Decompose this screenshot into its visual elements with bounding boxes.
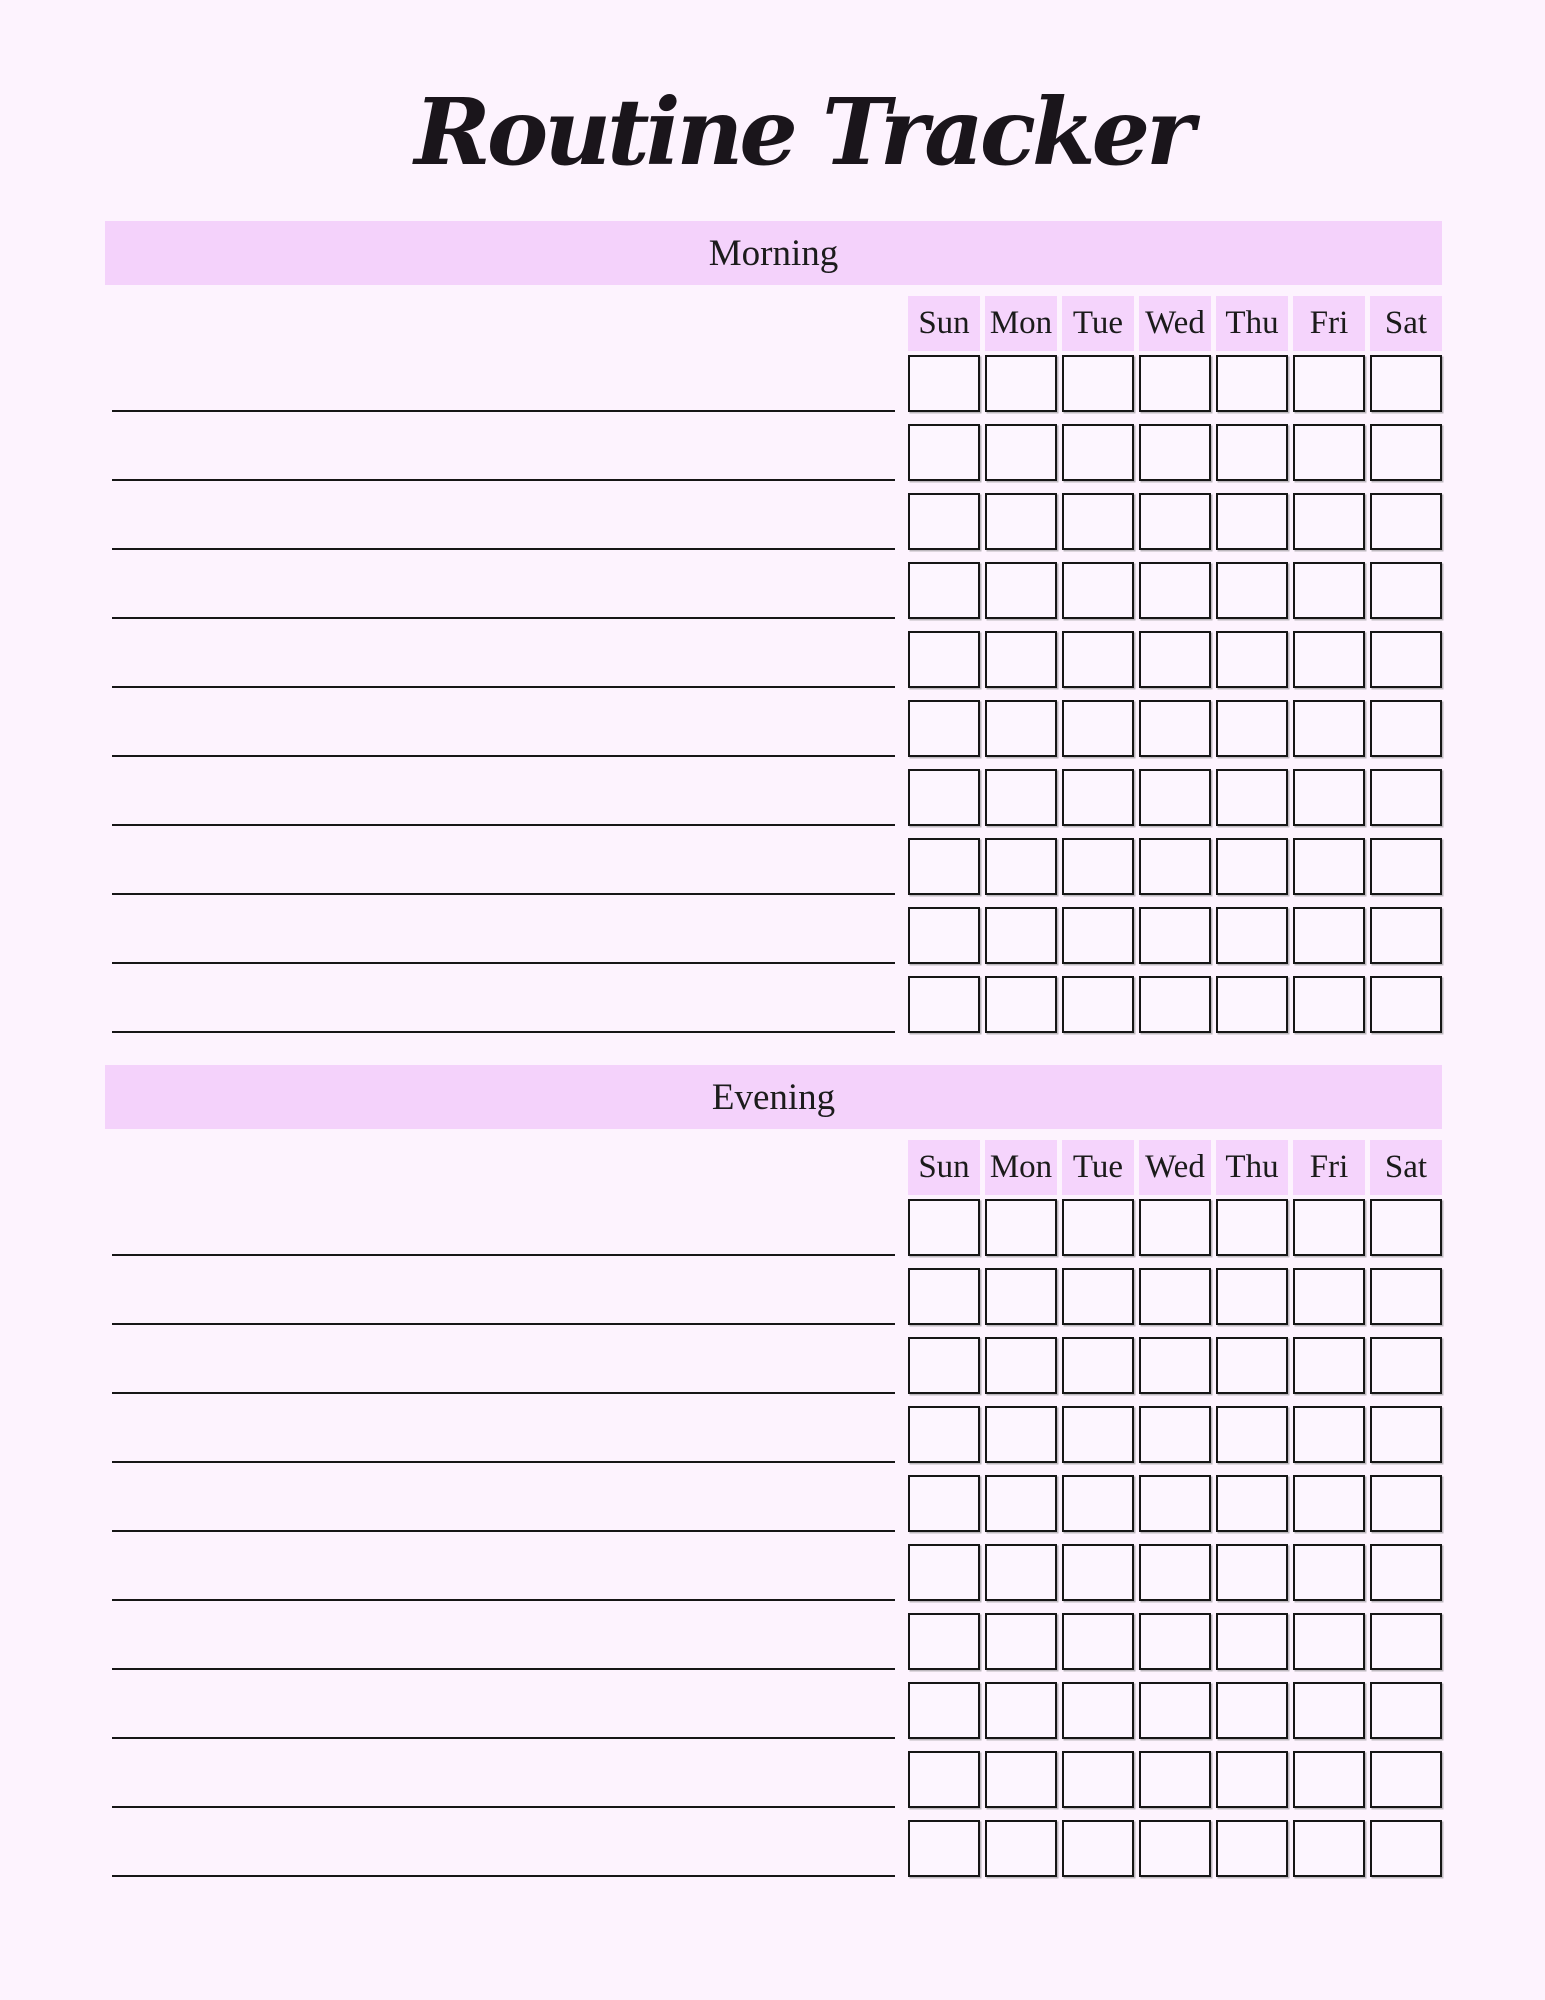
habit-name-line-morning-9[interactable] (112, 962, 895, 964)
day-header-sun: Sun (908, 296, 980, 351)
habit-checkbox-evening-r8-wed[interactable] (1139, 1682, 1211, 1739)
habit-checkbox-evening-r9-mon[interactable] (985, 1751, 1057, 1808)
habit-checkbox-morning-r6-sun[interactable] (908, 700, 980, 757)
habit-checkbox-morning-r7-sun[interactable] (908, 769, 980, 826)
day-header-mon: Mon (985, 1140, 1057, 1195)
habit-checkbox-morning-r5-thu[interactable] (1216, 631, 1288, 688)
habit-name-line-evening-6[interactable] (112, 1599, 895, 1601)
evening-section (0, 1065, 1545, 1897)
habit-checkbox-morning-r2-sat[interactable] (1370, 424, 1442, 481)
habit-checkbox-morning-r4-sun[interactable] (908, 562, 980, 619)
habit-name-line-evening-5[interactable] (112, 1530, 895, 1532)
habit-checkbox-morning-r8-fri[interactable] (1293, 838, 1365, 895)
habit-checkbox-morning-r10-fri[interactable] (1293, 976, 1365, 1033)
habit-checkbox-evening-r3-mon[interactable] (985, 1337, 1057, 1394)
habit-checkbox-morning-r8-mon[interactable] (985, 838, 1057, 895)
habit-checkbox-morning-r6-sat[interactable] (1370, 700, 1442, 757)
habit-checkbox-morning-r4-mon[interactable] (985, 562, 1057, 619)
habit-checkbox-morning-r10-thu[interactable] (1216, 976, 1288, 1033)
habit-checkbox-morning-r6-fri[interactable] (1293, 700, 1365, 757)
habit-checkbox-evening-r3-thu[interactable] (1216, 1337, 1288, 1394)
habit-checkbox-evening-r7-mon[interactable] (985, 1613, 1057, 1670)
habit-checkbox-evening-r3-sat[interactable] (1370, 1337, 1442, 1394)
habit-checkbox-evening-r10-sat[interactable] (1370, 1820, 1442, 1877)
habit-checkbox-morning-r6-mon[interactable] (985, 700, 1057, 757)
habit-checkbox-evening-r5-tue[interactable] (1062, 1475, 1134, 1532)
habit-checkbox-evening-r9-tue[interactable] (1062, 1751, 1134, 1808)
habit-name-line-evening-3[interactable] (112, 1392, 895, 1394)
habit-checkbox-evening-r6-tue[interactable] (1062, 1544, 1134, 1601)
habit-checkbox-evening-r8-thu[interactable] (1216, 1682, 1288, 1739)
habit-checkbox-morning-r3-tue[interactable] (1062, 493, 1134, 550)
day-header-thu: Thu (1216, 296, 1288, 351)
habit-checkbox-evening-r9-wed[interactable] (1139, 1751, 1211, 1808)
habit-checkbox-evening-r10-fri[interactable] (1293, 1820, 1365, 1877)
day-header-wed: Wed (1139, 1140, 1211, 1195)
habit-checkbox-morning-r3-thu[interactable] (1216, 493, 1288, 550)
habit-name-line-evening-8[interactable] (112, 1737, 895, 1739)
habit-checkbox-evening-r5-fri[interactable] (1293, 1475, 1365, 1532)
habit-checkbox-morning-r2-wed[interactable] (1139, 424, 1211, 481)
habit-checkbox-evening-r9-thu[interactable] (1216, 1751, 1288, 1808)
habit-checkbox-evening-r8-mon[interactable] (985, 1682, 1057, 1739)
habit-checkbox-evening-r6-mon[interactable] (985, 1544, 1057, 1601)
habit-checkbox-morning-r9-sat[interactable] (1370, 907, 1442, 964)
day-header-sat: Sat (1370, 296, 1442, 351)
page-title: Routine Tracker (414, 78, 1191, 186)
habit-checkbox-evening-r6-fri[interactable] (1293, 1544, 1365, 1601)
habit-checkbox-evening-r10-thu[interactable] (1216, 1820, 1288, 1877)
habit-checkbox-morning-r2-thu[interactable] (1216, 424, 1288, 481)
habit-checkbox-morning-r2-sun[interactable] (908, 424, 980, 481)
habit-checkbox-evening-r5-wed[interactable] (1139, 1475, 1211, 1532)
habit-checkbox-morning-r10-sun[interactable] (908, 976, 980, 1033)
evening-banner (105, 1065, 1442, 1129)
habit-name-line-evening-2[interactable] (112, 1323, 895, 1325)
habit-checkbox-evening-r6-sat[interactable] (1370, 1544, 1442, 1601)
habit-checkbox-evening-r5-thu[interactable] (1216, 1475, 1288, 1532)
habit-checkbox-morning-r6-thu[interactable] (1216, 700, 1288, 757)
habit-checkbox-morning-r3-sat[interactable] (1370, 493, 1442, 550)
habit-checkbox-morning-r9-sun[interactable] (908, 907, 980, 964)
habit-name-line-morning-5[interactable] (112, 686, 895, 688)
habit-checkbox-evening-r8-tue[interactable] (1062, 1682, 1134, 1739)
habit-name-line-evening-10[interactable] (112, 1875, 895, 1877)
habit-checkbox-morning-r7-sat[interactable] (1370, 769, 1442, 826)
habit-checkbox-evening-r9-sat[interactable] (1370, 1751, 1442, 1808)
habit-checkbox-morning-r3-sun[interactable] (908, 493, 980, 550)
habit-checkbox-morning-r5-tue[interactable] (1062, 631, 1134, 688)
habit-checkbox-evening-r3-wed[interactable] (1139, 1337, 1211, 1394)
habit-checkbox-evening-r10-mon[interactable] (985, 1820, 1057, 1877)
morning-banner-label: Morning (708, 232, 839, 274)
habit-checkbox-morning-r10-wed[interactable] (1139, 976, 1211, 1033)
habit-checkbox-morning-r7-wed[interactable] (1139, 769, 1211, 826)
habit-checkbox-evening-r2-fri[interactable] (1293, 1268, 1365, 1325)
habit-checkbox-morning-r3-wed[interactable] (1139, 493, 1211, 550)
habit-name-line-morning-3[interactable] (112, 548, 895, 550)
habit-checkbox-evening-r7-sat[interactable] (1370, 1613, 1442, 1670)
habit-checkbox-morning-r5-fri[interactable] (1293, 631, 1365, 688)
habit-checkbox-evening-r6-sun[interactable] (908, 1544, 980, 1601)
habit-checkbox-evening-r4-sat[interactable] (1370, 1406, 1442, 1463)
day-header-fri: Fri (1293, 1140, 1365, 1195)
habit-name-line-morning-10[interactable] (112, 1031, 895, 1033)
habit-checkbox-morning-r9-wed[interactable] (1139, 907, 1211, 964)
habit-checkbox-evening-r4-wed[interactable] (1139, 1406, 1211, 1463)
habit-checkbox-evening-r2-tue[interactable] (1062, 1268, 1134, 1325)
habit-checkbox-morning-r3-fri[interactable] (1293, 493, 1365, 550)
habit-checkbox-morning-r3-mon[interactable] (985, 493, 1057, 550)
habit-checkbox-morning-r9-fri[interactable] (1293, 907, 1365, 964)
habit-checkbox-morning-r4-tue[interactable] (1062, 562, 1134, 619)
habit-checkbox-morning-r1-fri[interactable] (1293, 355, 1365, 412)
habit-name-line-morning-4[interactable] (112, 617, 895, 619)
habit-checkbox-morning-r4-fri[interactable] (1293, 562, 1365, 619)
habit-name-line-morning-2[interactable] (112, 479, 895, 481)
day-header-mon: Mon (985, 296, 1057, 351)
habit-checkbox-morning-r9-thu[interactable] (1216, 907, 1288, 964)
habit-checkbox-evening-r7-wed[interactable] (1139, 1613, 1211, 1670)
habit-checkbox-morning-r6-tue[interactable] (1062, 700, 1134, 757)
habit-checkbox-morning-r4-sat[interactable] (1370, 562, 1442, 619)
day-header-fri: Fri (1293, 296, 1365, 351)
habit-checkbox-evening-r4-mon[interactable] (985, 1406, 1057, 1463)
habit-checkbox-morning-r10-tue[interactable] (1062, 976, 1134, 1033)
habit-checkbox-evening-r7-fri[interactable] (1293, 1613, 1365, 1670)
habit-checkbox-morning-r7-thu[interactable] (1216, 769, 1288, 826)
habit-checkbox-evening-r1-sun[interactable] (908, 1199, 980, 1256)
habit-checkbox-evening-r2-wed[interactable] (1139, 1268, 1211, 1325)
morning-banner (105, 221, 1442, 285)
morning-section (0, 221, 1545, 1053)
habit-checkbox-evening-r1-mon[interactable] (985, 1199, 1057, 1256)
habit-checkbox-morning-r1-tue[interactable] (1062, 355, 1134, 412)
habit-checkbox-evening-r10-tue[interactable] (1062, 1820, 1134, 1877)
day-header-sat: Sat (1370, 1140, 1442, 1195)
habit-checkbox-morning-r4-thu[interactable] (1216, 562, 1288, 619)
habit-checkbox-evening-r3-tue[interactable] (1062, 1337, 1134, 1394)
habit-name-line-evening-1[interactable] (112, 1254, 895, 1256)
habit-checkbox-evening-r8-sat[interactable] (1370, 1682, 1442, 1739)
habit-checkbox-morning-r7-mon[interactable] (985, 769, 1057, 826)
habit-checkbox-evening-r7-tue[interactable] (1062, 1613, 1134, 1670)
habit-checkbox-morning-r4-wed[interactable] (1139, 562, 1211, 619)
habit-checkbox-morning-r1-sat[interactable] (1370, 355, 1442, 412)
habit-checkbox-evening-r2-mon[interactable] (985, 1268, 1057, 1325)
habit-checkbox-morning-r8-sun[interactable] (908, 838, 980, 895)
habit-checkbox-morning-r8-wed[interactable] (1139, 838, 1211, 895)
habit-name-line-evening-9[interactable] (112, 1806, 895, 1808)
habit-checkbox-evening-r10-wed[interactable] (1139, 1820, 1211, 1877)
habit-checkbox-evening-r7-thu[interactable] (1216, 1613, 1288, 1670)
habit-checkbox-evening-r4-sun[interactable] (908, 1406, 980, 1463)
habit-name-line-morning-6[interactable] (112, 755, 895, 757)
habit-checkbox-morning-r6-wed[interactable] (1139, 700, 1211, 757)
habit-checkbox-morning-r7-tue[interactable] (1062, 769, 1134, 826)
day-header-wed: Wed (1139, 296, 1211, 351)
habit-checkbox-evening-r2-sun[interactable] (908, 1268, 980, 1325)
day-header-tue: Tue (1062, 296, 1134, 351)
habit-checkbox-evening-r3-sun[interactable] (908, 1337, 980, 1394)
habit-name-line-morning-8[interactable] (112, 893, 895, 895)
habit-checkbox-morning-r5-mon[interactable] (985, 631, 1057, 688)
habit-checkbox-morning-r10-mon[interactable] (985, 976, 1057, 1033)
habit-checkbox-evening-r3-fri[interactable] (1293, 1337, 1365, 1394)
habit-checkbox-evening-r5-mon[interactable] (985, 1475, 1057, 1532)
habit-checkbox-morning-r8-sat[interactable] (1370, 838, 1442, 895)
habit-checkbox-morning-r2-tue[interactable] (1062, 424, 1134, 481)
habit-checkbox-evening-r2-sat[interactable] (1370, 1268, 1442, 1325)
habit-checkbox-evening-r4-thu[interactable] (1216, 1406, 1288, 1463)
habit-checkbox-morning-r5-sun[interactable] (908, 631, 980, 688)
habit-checkbox-evening-r1-sat[interactable] (1370, 1199, 1442, 1256)
habit-checkbox-morning-r7-fri[interactable] (1293, 769, 1365, 826)
habit-checkbox-morning-r1-wed[interactable] (1139, 355, 1211, 412)
habit-checkbox-evening-r9-sun[interactable] (908, 1751, 980, 1808)
habit-checkbox-evening-r8-sun[interactable] (908, 1682, 980, 1739)
habit-checkbox-morning-r9-tue[interactable] (1062, 907, 1134, 964)
habit-checkbox-evening-r9-fri[interactable] (1293, 1751, 1365, 1808)
habit-checkbox-evening-r1-fri[interactable] (1293, 1199, 1365, 1256)
habit-checkbox-morning-r5-sat[interactable] (1370, 631, 1442, 688)
habit-checkbox-morning-r2-fri[interactable] (1293, 424, 1365, 481)
day-header-thu: Thu (1216, 1140, 1288, 1195)
habit-name-line-morning-1[interactable] (112, 410, 895, 412)
habit-name-line-evening-7[interactable] (112, 1668, 895, 1670)
habit-checkbox-morning-r9-mon[interactable] (985, 907, 1057, 964)
habit-checkbox-evening-r6-thu[interactable] (1216, 1544, 1288, 1601)
habit-checkbox-evening-r4-tue[interactable] (1062, 1406, 1134, 1463)
habit-checkbox-morning-r8-tue[interactable] (1062, 838, 1134, 895)
habit-checkbox-evening-r1-wed[interactable] (1139, 1199, 1211, 1256)
habit-checkbox-morning-r2-mon[interactable] (985, 424, 1057, 481)
habit-checkbox-morning-r8-thu[interactable] (1216, 838, 1288, 895)
habit-checkbox-evening-r1-thu[interactable] (1216, 1199, 1288, 1256)
habit-name-line-morning-7[interactable] (112, 824, 895, 826)
habit-checkbox-morning-r5-wed[interactable] (1139, 631, 1211, 688)
habit-checkbox-evening-r10-sun[interactable] (908, 1820, 980, 1877)
habit-checkbox-evening-r7-sun[interactable] (908, 1613, 980, 1670)
habit-checkbox-evening-r2-thu[interactable] (1216, 1268, 1288, 1325)
habit-checkbox-evening-r5-sat[interactable] (1370, 1475, 1442, 1532)
habit-checkbox-evening-r1-tue[interactable] (1062, 1199, 1134, 1256)
habit-checkbox-evening-r8-fri[interactable] (1293, 1682, 1365, 1739)
habit-checkbox-morning-r10-sat[interactable] (1370, 976, 1442, 1033)
habit-checkbox-evening-r5-sun[interactable] (908, 1475, 980, 1532)
habit-checkbox-morning-r1-sun[interactable] (908, 355, 980, 412)
habit-checkbox-evening-r6-wed[interactable] (1139, 1544, 1211, 1601)
day-header-tue: Tue (1062, 1140, 1134, 1195)
habit-checkbox-evening-r4-fri[interactable] (1293, 1406, 1365, 1463)
day-header-sun: Sun (908, 1140, 980, 1195)
habit-checkbox-morning-r1-mon[interactable] (985, 355, 1057, 412)
habit-checkbox-morning-r1-thu[interactable] (1216, 355, 1288, 412)
evening-banner-label: Evening (711, 1076, 836, 1118)
habit-name-line-evening-4[interactable] (112, 1461, 895, 1463)
